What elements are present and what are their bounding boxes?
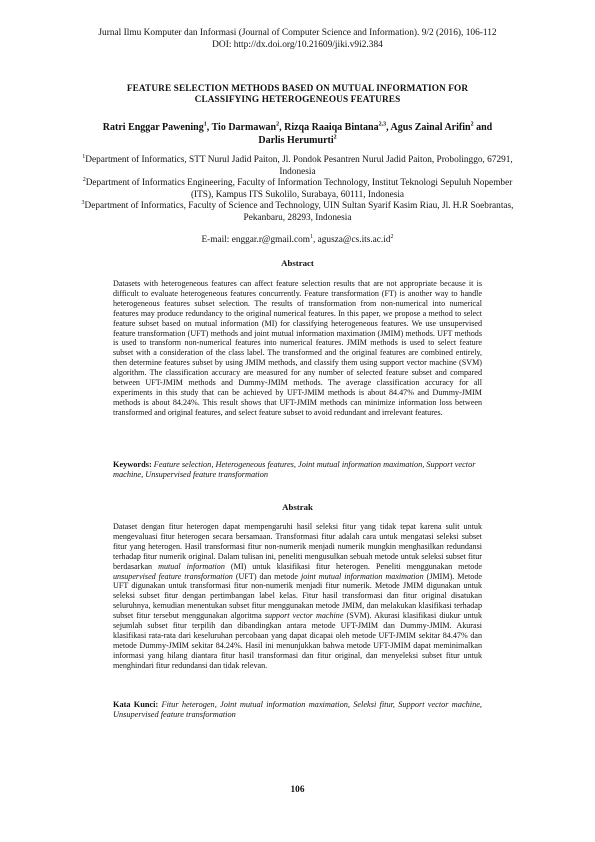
author-affil-marker: 1 <box>203 121 207 128</box>
affiliation-marker: 3 <box>81 200 85 207</box>
affiliation-marker: 1 <box>82 153 86 160</box>
running-header <box>20 27 575 51</box>
email-marker: 2 <box>390 233 394 240</box>
abstract-heading: Abstract <box>281 258 314 268</box>
keywords <box>113 460 482 480</box>
abstract-body: Datasets with heterogeneous features can affect feature selection results that are not appropriate because it is difficult to evaluate heterogeneous features concurrently. Feature transformation (FT) is another way to handle heterogeneous features subset selection. The results of transformation from non-numerical into numerical features may produce redundancy to the original numerical features. In this paper, we propose a method to select feature subset based on mutual information (MI) for classifying heterogeneous features. We use unsupervised feature transformation (UFT) methods and joint mutual information maximation (JMIM) methods. UFT methods is used to transform non-numerical features into numerical features. JMIM methods is used to select feature subset with a consideration of the class label. The transformed and the original features are combined entirely, then determine features subset by using JMIM methods, and classify them using support vector machine (SVM) algorithm. The classification accuracy are measured for any number of selected feature subset and compared between UFT-JMIM methods and Dummy-JMIM methods. The average classification accuracy for all experiments in this study that can be achieved by UFT-JMIM methods is about 84.47% and Dummy-JMIM methods is about 84.24%. This result shows that UFT-JMIM methods can minimize information loss between transformed and original features, and select feature subset to avoid redundant and irrelevant features. <box>113 279 482 417</box>
email-marker: 1 <box>309 233 313 240</box>
title-line-1: FEATURE SELECTION METHODS BASED ON MUTUAL INFORMATION FOR <box>126 84 469 94</box>
affiliation <box>80 201 515 224</box>
email-line: E-mail: enggar.r@gmail.com$^1$, $agusza@cs.its.ac.id^2$ <box>201 233 394 245</box>
email-address: agusza@cs.its.ac.id <box>317 235 391 245</box>
author-name: Ratri Enggar Pawening <box>102 122 204 133</box>
author-separator: , <box>386 122 391 133</box>
doi-line: DOI: http://dx.doi.org/10.21609/jiki.v9i2.384 <box>212 40 383 50</box>
affiliation <box>80 155 515 178</box>
affiliation-text: Department of Informatics Engineering, Faculty of Information Technology, Institut Teknologi Sepuluh Nopember (ITS), Kampus ITS Sukolilo, Surabaya, 60111, Indonesia <box>85 178 513 200</box>
paper-title <box>60 84 535 106</box>
author-affil-marker: 2 <box>276 121 280 128</box>
kata-kunci-label: Kata Kunci: <box>113 700 162 709</box>
author-name: Tio Darmawan <box>211 122 277 133</box>
kata-kunci <box>113 700 482 720</box>
affiliation-text: Department of Informatics, Faculty of Science and Technology, UIN Sultan Syarif Kasim Riau, Jl. H.R Soebrantas, Pekanbaru, 28293, Indonesia <box>84 201 514 223</box>
page-number: 106 <box>290 785 305 795</box>
email-address: enggar.r@gmail.com <box>231 235 310 245</box>
journal-citation: Jurnal Ilmu Komputer dan Informasi (Journal of Computer Science and Information). 9/2 (2016), 106-112 <box>98 28 497 38</box>
author-list <box>95 121 500 147</box>
affiliation-text: Department of Informatics, STT Nurul Jadid Paiton, Jl. Pondok Pesantren Nurul Jadid Paiton, Probolinggo, 67291, Indonesia <box>85 155 513 177</box>
abstrak-body: Dataset dengan fitur heterogen dapat mempengaruhi hasil seleksi fitur yang tidak tepat karena sulit untuk mengevaluasi fitur heterogen secara bersamaan. Transformasi fitur adalah cara untuk mengatasi seleksi subset fitur yang heterogen. Hasil transformasi fitur non-numerik menjadi numerik mungkin menghasilkan redundansi terhadap fitur numerik original. Dalam tulisan ini, peneliti mengusulkan sebuah metode untuk seleksi subset fitur berdasarkan mutual information (MI) untuk klasifikasi fitur heterogen. Peneliti menggunakan metode unsupervised feature transformation (UFT) dan metode joint mutual information maximation (JMIM). Metode UFT digunakan untuk transformasi fitur non-numerik menjadi fitur numerik. Metode JMIM digunakan untuk seleksi subset fitur dengan pertimbangan label kelas. Fitur hasil transformasi dan fitur original disatukan seluruhnya, kemudian menentukan subset fitur menggunakan metode JMIM, dan melakukan klasifikasi terhadap subset fitur tersebut menggunakan algoritma support vector machine (SVM). Akurasi klasifikasi diukur untuk sejumlah subset fitur terpilih dan dibandingkan antara metode UFT-JMIM dan Dummy-JMIM. Akurasi klasifikasi rata-rata dari keseluruhan percobaan yang dapat dicapai oleh metode UFT-JMIM sekitar 84.47% dan metode Dummy-JMIM sekitar 84.24%. Hasil ini menunjukkan bahwa metode UFT-JMIM dapat meminimalkan informasi yang hilang diantara fitur hasil transformasi dan fitur original, dan menyeleksi subset fitur untuk menghindari fitur redundansi dan tidak relevan. <box>113 522 483 670</box>
author-affil-marker: 2,3 <box>378 121 387 128</box>
abstrak-heading: Abstrak <box>282 502 313 512</box>
keywords-text: Feature selection, Heterogeneous features, Joint mutual information maximation, Support vector machine, Unsupervised feature transformation <box>113 460 476 480</box>
email-label: E-mail: <box>201 235 232 245</box>
affiliation-marker: 2 <box>82 177 86 184</box>
author-separator: and <box>473 122 493 133</box>
author-name: Rizqa Raaiqa Bintana <box>284 122 379 133</box>
author-separator: , <box>279 122 285 133</box>
author-affil-marker: 2 <box>333 134 337 141</box>
author-separator: , <box>206 122 212 133</box>
affiliation-list <box>80 155 515 225</box>
author-name: Darlis Herumurti <box>258 135 334 146</box>
author-affil-marker: 2 <box>470 121 474 128</box>
title-line-2: CLASSIFYING HETEROGENEOUS FEATURES <box>194 95 401 105</box>
keywords-label: Keywords: <box>113 460 154 469</box>
kata-kunci-text: Fitur heterogen, Joint mutual information maximation, Seleksi fitur, Support vector machine, Unsupervised feature transformation <box>113 700 482 720</box>
affiliation <box>80 178 515 201</box>
author-name: Agus Zainal Arifin <box>390 122 471 133</box>
